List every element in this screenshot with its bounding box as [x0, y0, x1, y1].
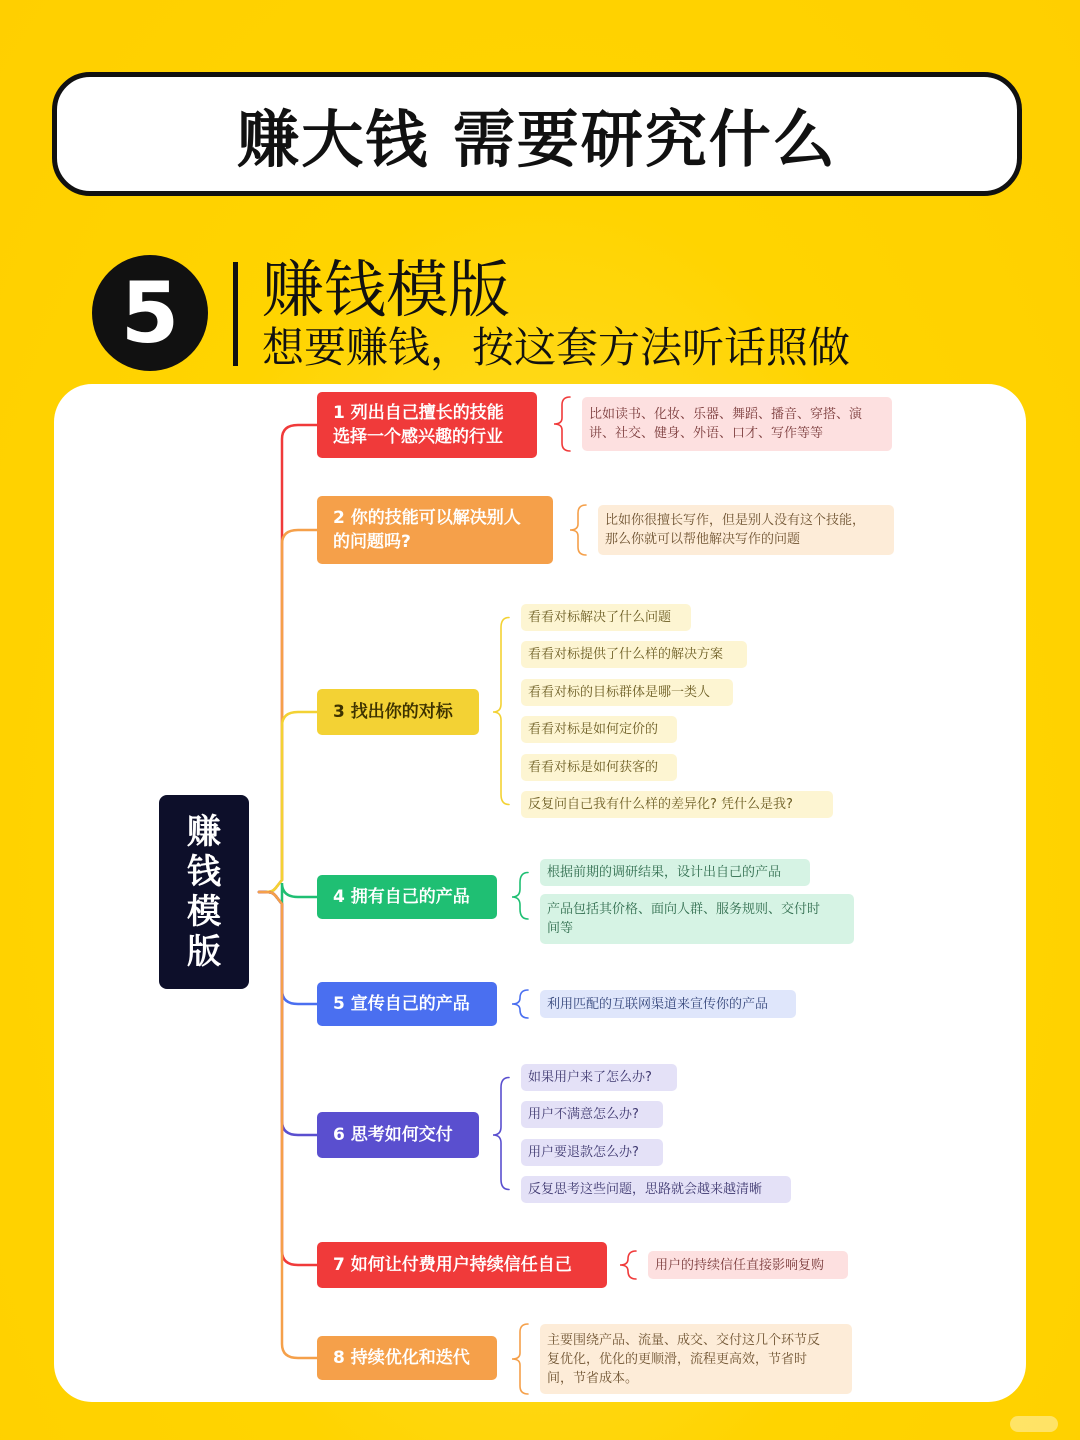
leaf-node: 看看对标是如何定价的 [521, 716, 677, 743]
leaf-node: 根据前期的调研结果，设计出自己的产品 [540, 859, 810, 886]
branch-node: 5 宣传自己的产品 [317, 982, 497, 1026]
root-char: 赚 [187, 812, 221, 852]
leaf-node: 用户的持续信任直接影响复购 [648, 1251, 848, 1279]
section-tagline: 想要赚钱，按这套方法听话照做 [262, 323, 851, 372]
leaf-node: 如果用户来了怎么办? [521, 1064, 677, 1091]
leaf-node: 反复思考这些问题，思路就会越来越清晰 [521, 1176, 791, 1203]
leaf-node: 看看对标是如何获客的 [521, 754, 677, 781]
divider-bar [233, 262, 238, 366]
branch-node: 1 列出自己擅长的技能 选择一个感兴趣的行业 [317, 392, 537, 458]
branch-node: 6 思考如何交付 [317, 1112, 479, 1158]
leaf-node: 看看对标解决了什么问题 [521, 604, 691, 631]
branch-node: 8 持续优化和迭代 [317, 1336, 497, 1380]
title-box [52, 72, 1022, 196]
leaf-node: 用户不满意怎么办? [521, 1101, 663, 1128]
leaf-node: 主要围绕产品、流量、成交、交付这几个环节反 复优化，优化的更顺滑，流程更高效，节省时 间，节省成本。 [540, 1324, 852, 1394]
watermark [1010, 1416, 1058, 1432]
leaf-node: 产品包括其价格、面向人群、服务规则、交付时 间等 [540, 894, 854, 944]
section-number-badge: 5 [92, 255, 208, 371]
branch-node: 3 找出你的对标 [317, 689, 479, 735]
root-char: 钱 [187, 852, 221, 892]
leaf-node: 比如你很擅长写作，但是别人没有这个技能， 那么你就可以帮他解决写作的问题 [598, 505, 894, 555]
branch-node: 7 如何让付费用户持续信任自己 [317, 1242, 607, 1288]
branch-node: 4 拥有自己的产品 [317, 875, 497, 919]
section-title: 赚钱模版 [262, 253, 511, 326]
leaf-node: 用户要退款怎么办? [521, 1139, 663, 1166]
root-char: 版 [187, 932, 221, 972]
leaf-node: 反复问自己我有什么样的差异化? 凭什么是我? [521, 791, 833, 818]
page-title: 赚大钱 需要研究什么 [237, 102, 837, 176]
root-char: 模 [187, 892, 221, 932]
leaf-node: 看看对标提供了什么样的解决方案 [521, 641, 747, 668]
mindmap-root [159, 795, 249, 989]
branch-node: 2 你的技能可以解决别人 的问题吗? [317, 496, 553, 564]
leaf-node: 利用匹配的互联网渠道来宣传你的产品 [540, 990, 796, 1018]
leaf-node: 比如读书、化妆、乐器、舞蹈、播音、穿搭、演 讲、社交、健身、外语、口才、写作等等 [582, 397, 892, 451]
leaf-node: 看看对标的目标群体是哪一类人 [521, 679, 733, 706]
